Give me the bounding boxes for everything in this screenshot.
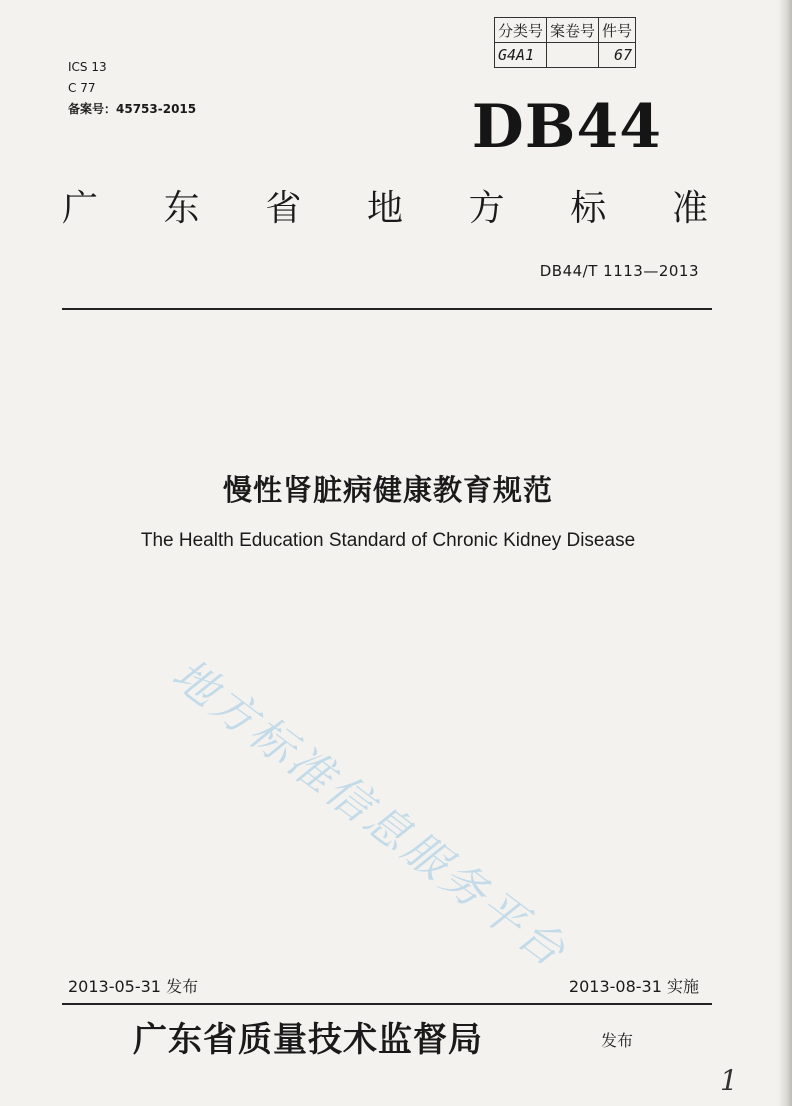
archive-stamp — [494, 17, 636, 68]
ics-code: ICS 13 — [68, 60, 107, 74]
publish-date: 2013-05-31 发布 — [68, 977, 199, 996]
standard-type-char: 省 — [265, 188, 302, 229]
document-title-cn: 慢性肾脏病健康教育规范 — [222, 473, 553, 507]
standard-type-char: 东 — [163, 188, 200, 229]
implement-date: 2013-08-31 实施 — [568, 977, 699, 996]
standard-type-char: 地 — [366, 188, 403, 229]
standard-type-title — [62, 180, 708, 231]
stamp-value-class: G4A1 — [495, 43, 547, 68]
watermark-text: 地方标准信息服务平台 — [162, 648, 577, 979]
issuing-authority: 广东省质量技术监督局 — [133, 1020, 483, 1060]
standard-type-char: 方 — [468, 188, 505, 229]
paper-edge-shadow — [778, 0, 792, 1106]
stamp-header-class: 分类号 — [495, 18, 547, 43]
standard-number: DB44/T 1113—2013 — [539, 262, 699, 280]
stamp-value-item: 67 — [599, 43, 636, 68]
footer-divider — [62, 1003, 712, 1005]
standard-code-logo: DB44 — [471, 92, 662, 162]
stamp-header-item: 件号 — [599, 18, 636, 43]
header-divider — [62, 308, 712, 310]
record-number: 备案号：45753-2015 — [68, 102, 197, 116]
ccs-code: C 77 — [68, 81, 96, 95]
stamp-header-file: 案卷号 — [547, 18, 599, 43]
issue-label: 发布 — [601, 1031, 634, 1050]
standard-type-char: 广 — [62, 188, 99, 229]
standard-type-char: 标 — [570, 188, 607, 229]
document-title-en: The Health Education Standard of Chronic Kidney Disease — [140, 530, 636, 551]
standard-type-char: 准 — [671, 188, 708, 229]
page-number: 1 — [720, 1064, 738, 1097]
stamp-value-file — [547, 43, 599, 68]
